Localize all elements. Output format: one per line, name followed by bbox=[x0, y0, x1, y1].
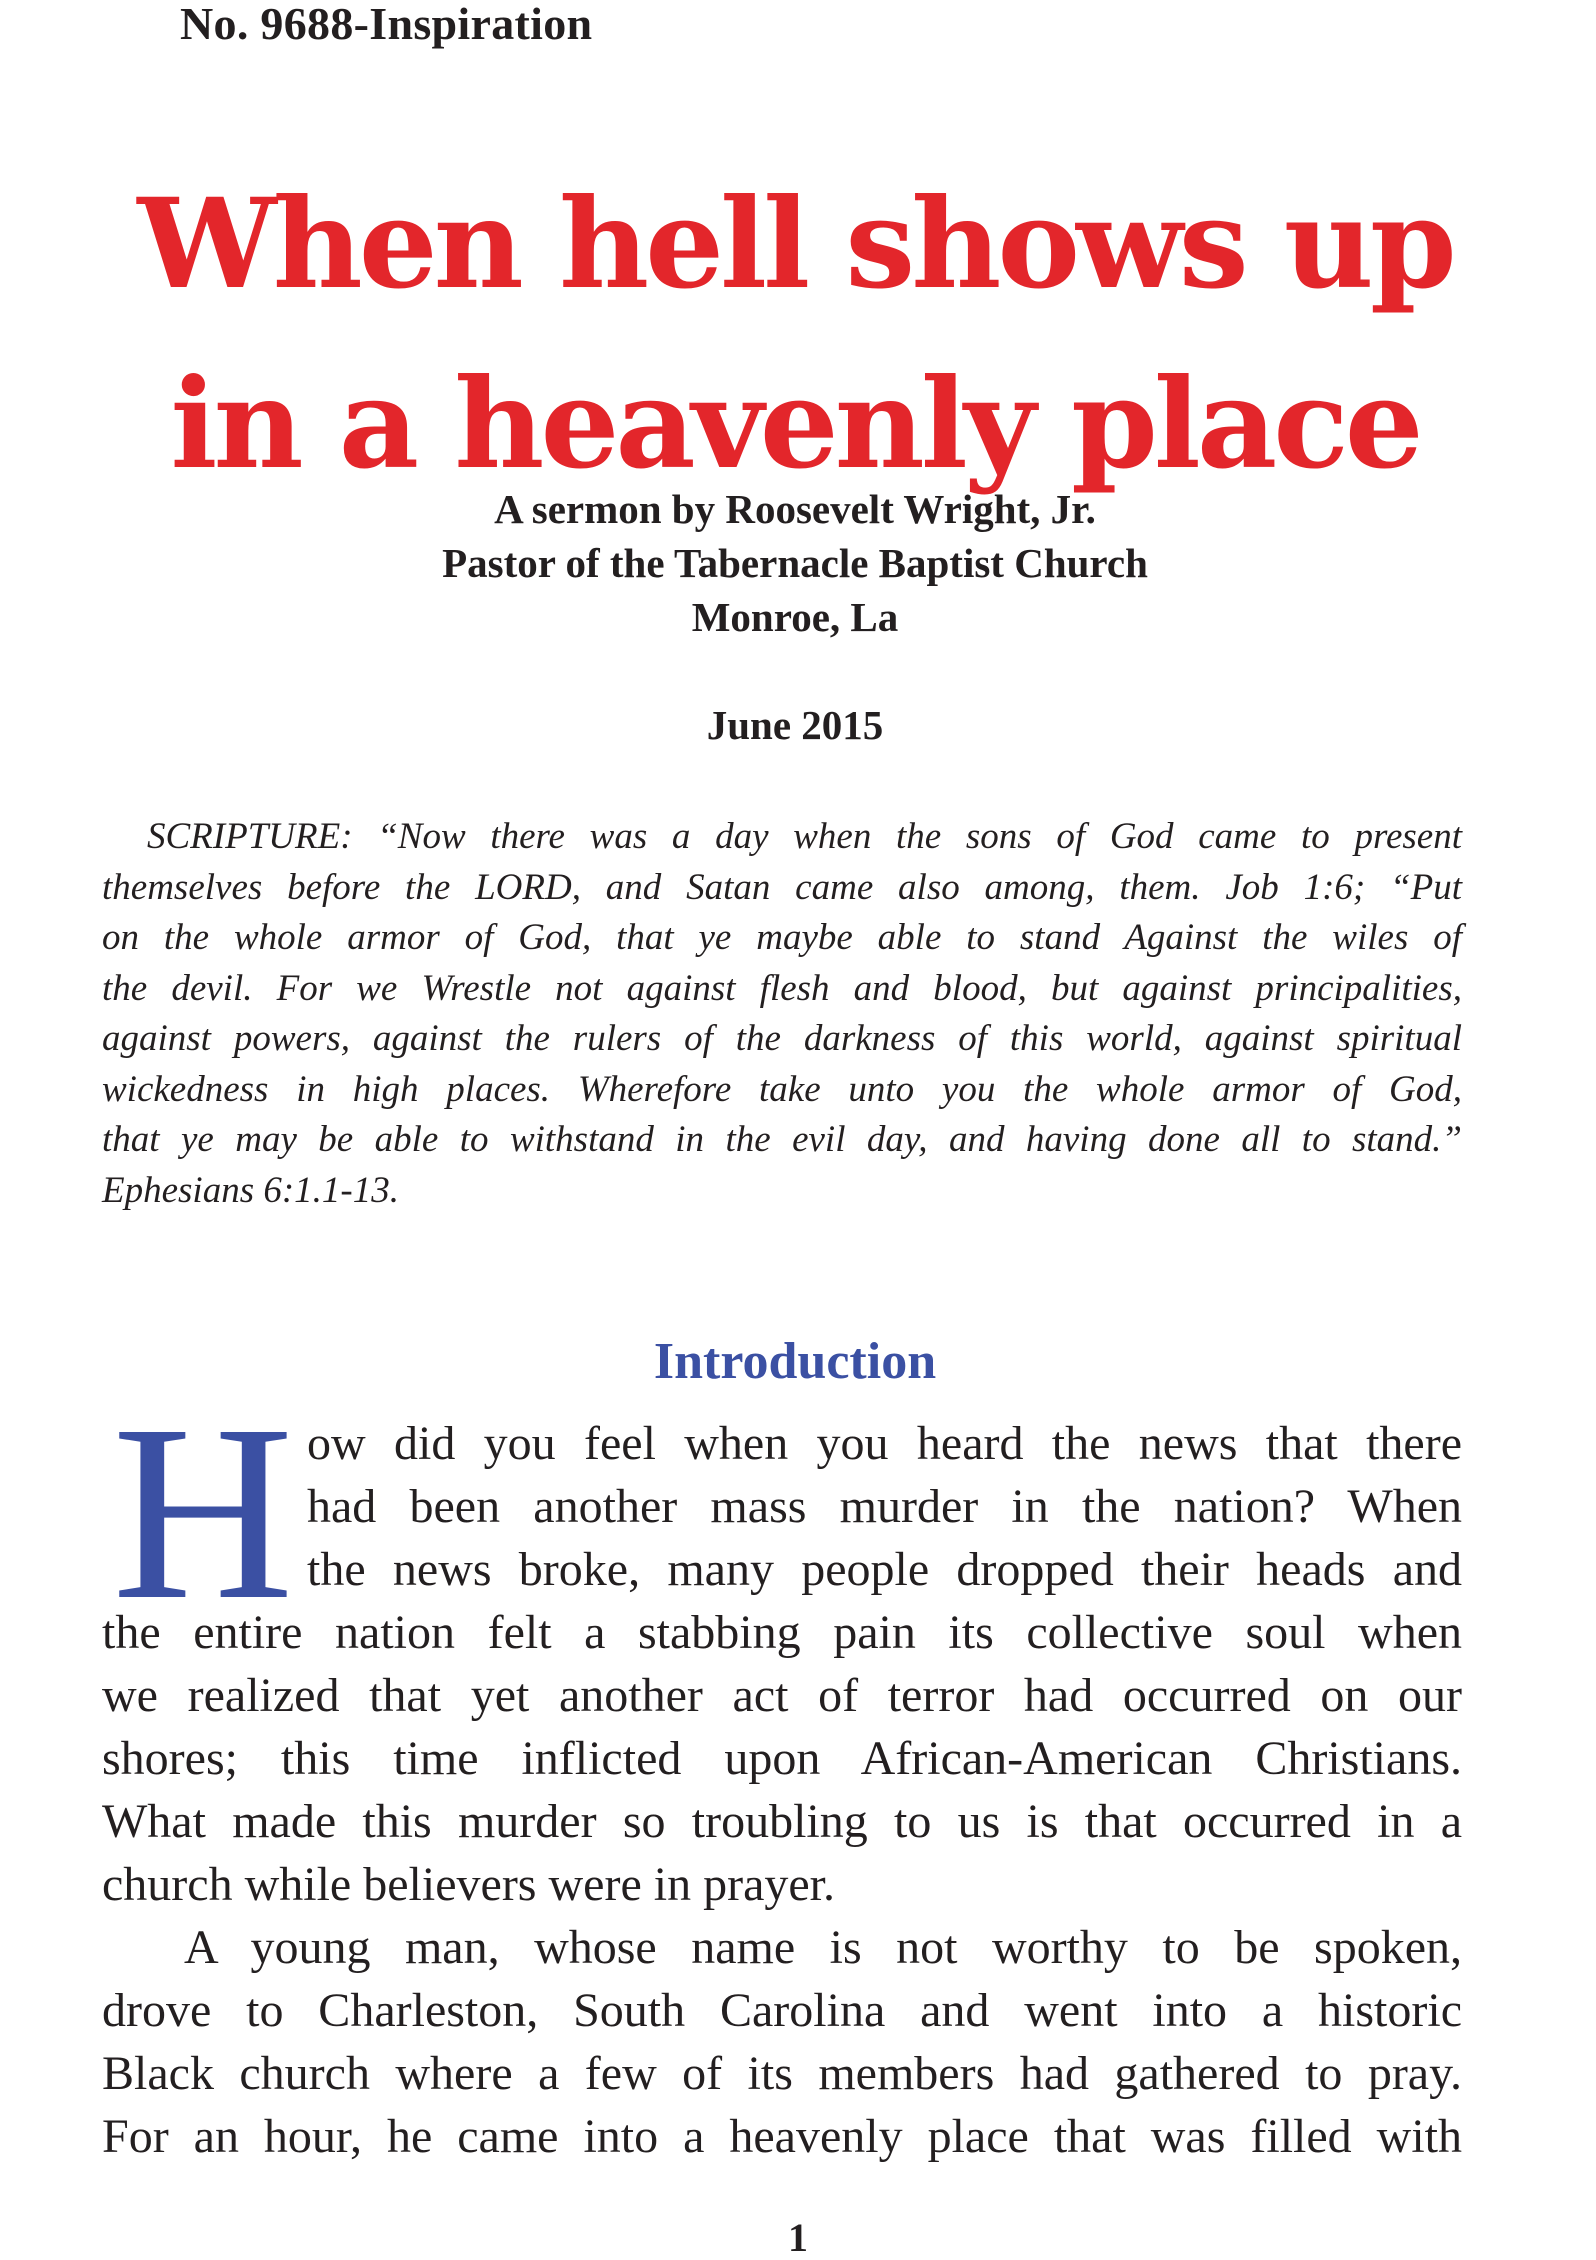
scripture-line: SCRIPTURE: “Now there was a day when the sons of God came to present bbox=[147, 816, 1462, 857]
drop-cap: H bbox=[112, 1372, 294, 1652]
byline-position: Pastor of the Tabernacle Baptist Church bbox=[442, 540, 1148, 586]
scripture-line: against powers, against the rulers of the darkness of this world, against spiritual bbox=[102, 1018, 1462, 1059]
section-heading: Introduction bbox=[653, 1333, 937, 1391]
paragraph-line: Black church where a few of its members had gathered to pray. bbox=[102, 2047, 1462, 2100]
byline-location: Monroe, La bbox=[691, 594, 899, 640]
sermon-date: June 2015 bbox=[706, 702, 884, 748]
scripture-line: on the whole armor of God, that ye maybe able to stand Against the wiles of bbox=[102, 917, 1462, 958]
paragraph-line: the entire nation felt a stabbing pain its collective soul when bbox=[102, 1606, 1462, 1659]
paragraph-line: we realized that yet another act of terror had occurred on our bbox=[102, 1669, 1462, 1722]
paragraph-1 bbox=[102, 1372, 1462, 1916]
scripture-line: that ye may be able to withstand in the evil day, and having done all to stand.” bbox=[102, 1119, 1462, 1160]
paragraph-line: had been another mass murder in the nation? When bbox=[307, 1480, 1462, 1533]
byline-author: A sermon by Roosevelt Wright, Jr. bbox=[494, 486, 1096, 532]
paragraph-line: drove to Charleston, South Carolina and went into a historic bbox=[102, 1984, 1462, 2037]
paragraph-line: ow did you feel when you heard the news that there bbox=[307, 1417, 1462, 1470]
paragraph-line: church while believers were in prayer. bbox=[102, 1858, 836, 1911]
paragraph-line: A young man, whose name is not worthy to be spoken, bbox=[184, 1921, 1462, 1974]
paragraph-line: What made this murder so troubling to us is that occurred in a bbox=[102, 1795, 1462, 1848]
title-line-2: in a heavenly place bbox=[170, 352, 1420, 497]
scripture-line: the devil. For we Wrestle not against flesh and blood, but against principalities, bbox=[102, 967, 1462, 1009]
title-line-1: When hell shows up bbox=[137, 172, 1453, 317]
paragraph-line: shores; this time inflicted upon African-American Christians. bbox=[102, 1732, 1462, 1785]
paragraph-line: the news broke, many people dropped their heads and bbox=[307, 1543, 1462, 1596]
scripture-line: wickedness in high places. Wherefore take unto you the whole armor of God, bbox=[102, 1068, 1462, 1110]
issue-label: No. 9688-Inspiration bbox=[180, 0, 593, 49]
paragraph-2 bbox=[102, 1916, 1462, 2168]
scripture-line: Ephesians 6:1.1-13. bbox=[102, 1169, 399, 1211]
paragraph-line: For an hour, he came into a heavenly place that was filled with bbox=[102, 2110, 1462, 2163]
scripture-line: themselves before the LORD, and Satan came also among, them. Job 1:6; “Put bbox=[102, 866, 1462, 908]
scripture-passage bbox=[102, 812, 1462, 1216]
page-number: 1 bbox=[788, 2215, 808, 2260]
